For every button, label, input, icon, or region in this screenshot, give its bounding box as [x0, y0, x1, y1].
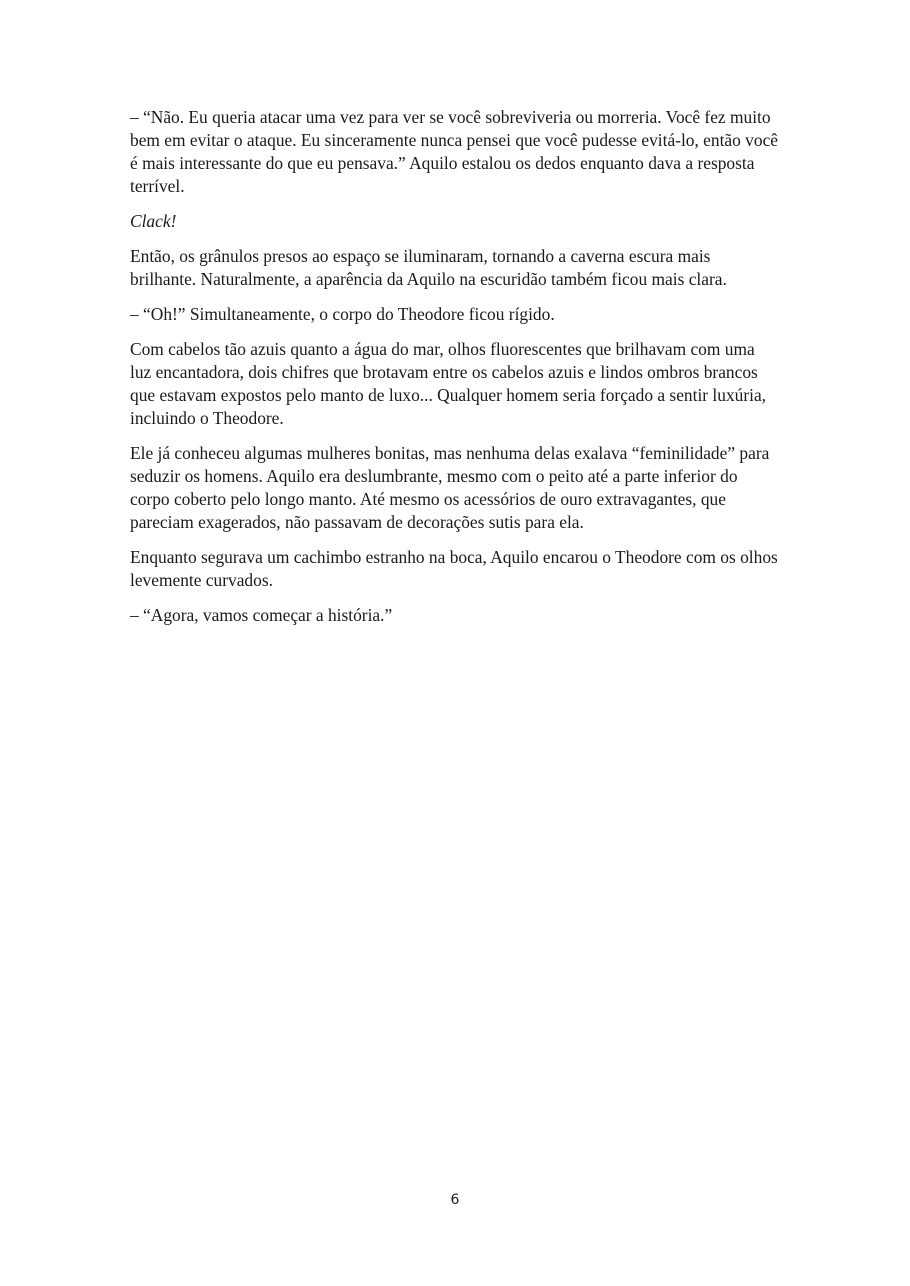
body-text	[130, 106, 780, 639]
paragraph: – “Não. Eu queria atacar uma vez para ver se você sobreviveria ou morreria. Você fez muito bem em evitar o ataque. Eu sinceramente nunca pensei que você pudesse evitá-lo, então você é mais interessante do que eu pensava.” Aquilo estalou os dedos enquanto dava a resposta terrível.	[130, 107, 779, 196]
paragraph: Com cabelos tão azuis quanto a água do mar, olhos fluorescentes que brilhavam com uma luz encantadora, dois chifres que brotavam entre os cabelos azuis e lindos ombros brancos que estavam expostos pelo manto de luxo... Qualquer homem seria forçado a sentir luxúria, incluindo o Theodore.	[130, 339, 767, 428]
paragraph: Ele já conheceu algumas mulheres bonitas, mas nenhuma delas exalava “feminilidade” para seduzir os homens. Aquilo era deslumbrante, mesmo com o peito até a parte inferior do corpo coberto pelo longo manto. Até mesmo os acessórios de ouro extravagantes, que pareciam exagerados, não passavam de decorações sutis para ela.	[130, 443, 770, 532]
paragraph: Enquanto segurava um cachimbo estranho na boca, Aquilo encarou o Theodore com os olhos levemente curvados.	[130, 547, 778, 590]
paragraph: Então, os grânulos presos ao espaço se iluminaram, tornando a caverna escura mais brilhante. Naturalmente, a aparência da Aquilo na escuridão também ficou mais clara.	[130, 246, 727, 289]
sound-effect-paragraph: Clack!	[130, 211, 177, 231]
paragraph: – “Agora, vamos começar a história.”	[130, 605, 393, 625]
paragraph: – “Oh!” Simultaneamente, o corpo do Theodore ficou rígido.	[130, 304, 555, 324]
page-number: 6	[450, 1192, 460, 1208]
